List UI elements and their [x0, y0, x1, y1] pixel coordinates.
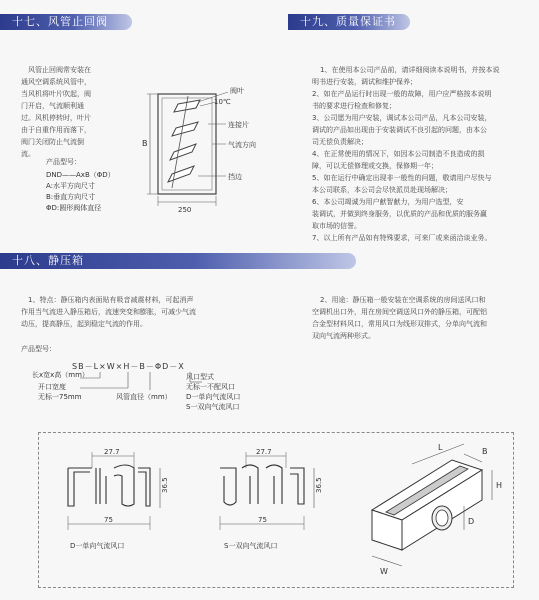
s17-model-a: A:水平方向尺寸: [46, 182, 96, 190]
section19-header: [288, 14, 410, 30]
s17-model-b: B:垂直方向尺寸: [46, 193, 96, 201]
s18-usage-line: 空调机出口外，用在房间空调送风口外的静压箱，可配铝: [312, 308, 487, 316]
s19-line: 障，可以无偿修理或交换，保修期一年；: [312, 162, 438, 170]
s18-feature-line: 作用当气流进入静压箱后，流速突变和膨胀，可减少气流: [21, 308, 196, 316]
s18-usage-line: 双向气流两种形式。: [312, 332, 375, 340]
fig2-w2: 75: [258, 516, 267, 524]
s-double-flow-profile: [206, 446, 326, 556]
section17-header: [0, 14, 132, 30]
s19-line: 1、在使用本公司产品前，请详细阅读本说明书，并按本说: [320, 66, 500, 74]
s19-line: 装调试，并做到终身服务，以优质的产品和优质的服务赢: [312, 210, 487, 218]
s19-line: 调试的产品如出现由于安装调试不良引起的问题，由本公: [312, 126, 487, 134]
section19-title: 十九、质量保证书: [300, 15, 396, 28]
fig1-w1: 27.7: [104, 448, 120, 456]
s17-model-code: DND——AxB（ΦD）: [46, 171, 115, 179]
s18-l2: 开口宽度: [38, 383, 66, 391]
dim-b-label: B: [142, 139, 148, 148]
label-stop: 挡边: [228, 173, 242, 181]
s19-line: 7、以上所有产品如有特殊要求，可来厂或来函洽谈业务。: [312, 234, 492, 242]
static-pressure-box-isometric: [352, 440, 512, 580]
s19-line: 明书进行安装，调试和维护保养；: [312, 78, 417, 86]
s18-l3: 无标一75mm: [38, 393, 82, 401]
s18-r1: 风口型式: [186, 373, 214, 381]
label-link: 连接片: [228, 121, 249, 129]
s17-desc-line: 流。: [21, 150, 35, 158]
fig2-caption: S一双向气流风口: [224, 542, 278, 550]
s17-desc-line: 门开启，气流顺利通: [21, 102, 84, 110]
s18-usage-line: 合金型材料风口，常用风口为线形双排式，分单向气流和: [312, 320, 487, 328]
s17-model-d: ΦD:圆形阀体直径: [46, 204, 102, 212]
section18-header: [0, 253, 356, 269]
s18-l1: 长x宽x高（mm）: [32, 371, 89, 379]
section17-title: 十七、风管止回阀: [12, 15, 108, 28]
s18-model-code: SB－L×W×H－B－ΦD－X: [72, 362, 185, 371]
section18-title: 十八、静压箱: [12, 254, 84, 267]
s19-line: 6、本公司竭诚为用户献智献力，为用户选型，安: [312, 198, 464, 206]
fig3-W: W: [380, 567, 388, 576]
label-flow: 气流方向: [228, 141, 256, 149]
s19-line: 取市场的信誉。: [312, 222, 361, 230]
fig3-B: B: [482, 447, 488, 456]
s19-line: 司无偿负责解决；: [312, 138, 368, 146]
valve-blades: [168, 100, 200, 182]
s18-feature-line: 1、特点：静压箱内表面贴有吸音减震材料，可起消声: [28, 296, 194, 304]
s19-line: 本公司联系，本公司会尽快派员赴现场解决；: [312, 186, 452, 194]
d-single-flow-profile: [52, 446, 172, 556]
s19-line: 2、如在产品运行时出现一般的故障，用户应严格按本说明: [312, 90, 492, 98]
check-valve-diagram: [138, 88, 278, 218]
label-blade: 阀叶: [230, 87, 244, 95]
s17-desc-line: 由于自重作用而落下，: [21, 126, 91, 134]
s17-desc-line: 风管止回阀常安装在: [28, 66, 91, 74]
fig3-L: L: [438, 443, 443, 452]
fig3-H: H: [496, 481, 503, 490]
s18-r4: S一双向气流风口: [186, 403, 240, 411]
fig2-h: 36.5: [315, 477, 323, 493]
s18-model-title: 产品型号：: [21, 345, 56, 353]
fig3-D: D: [468, 517, 475, 526]
s17-model-title: 产品型号：: [46, 158, 81, 166]
s18-feature-line: 动压，提高静压，起到稳定气流的作用。: [21, 320, 147, 328]
s19-line: 书的要求进行检查和修复；: [312, 102, 396, 110]
s18-r2: 无标一不配风口: [186, 383, 235, 391]
s19-line: 4、在正常使用的情况下，如因本公司制造不良造成的损: [312, 150, 485, 158]
s19-line: 3、公司愿为用户安装，调试本公司产品，凡本公司安装，: [312, 114, 492, 122]
fig2-w1: 27.7: [256, 448, 272, 456]
dim-250-label: 250: [178, 206, 192, 214]
fig1-h: 36.5: [161, 477, 169, 493]
s17-desc-line: 通风空调系统风管中，: [21, 78, 91, 86]
fig1-caption: D一单向气流风口: [70, 542, 125, 550]
s17-desc-line: 当风机将叶片吹起，阀: [21, 90, 91, 98]
s18-r3: D一单向气流风口: [186, 393, 241, 401]
s17-desc-line: 阀门关闭防止气流倒: [21, 138, 84, 146]
s17-desc-line: 过。风机停转时，叶片: [21, 114, 91, 122]
s19-line: 5、如在运行中确定出现非一般性的问题，敬请用户尽快与: [312, 174, 492, 182]
fig1-w2: 75: [104, 516, 113, 524]
s18-l4: 风管直径（mm）: [116, 393, 172, 401]
label-angle: 10℃: [214, 98, 231, 106]
s18-usage-line: 2、用途：静压箱一般安装在空调系统的房间送风口和: [320, 296, 486, 304]
